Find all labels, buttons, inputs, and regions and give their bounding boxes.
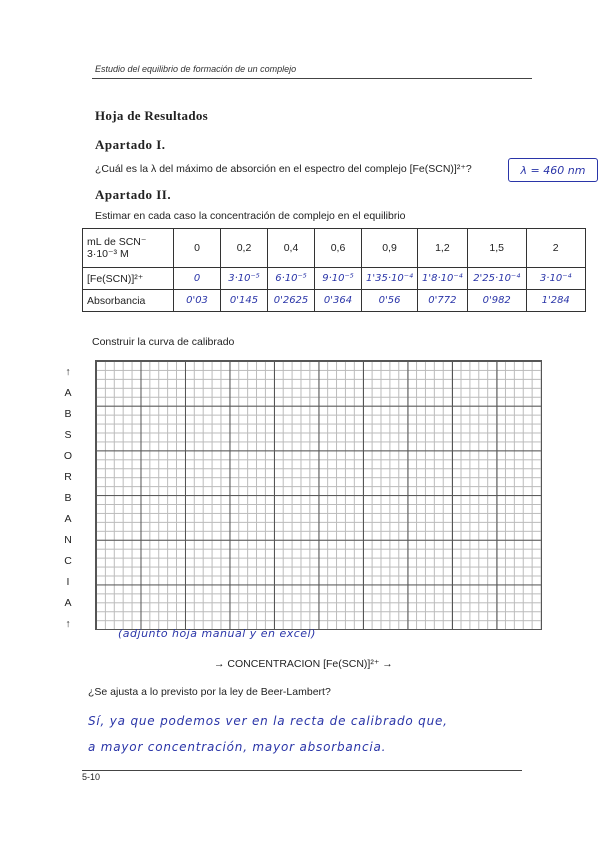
concentration-cell: 1'8·10⁻⁴ bbox=[418, 268, 468, 290]
beer-lambert-answer-line1: Sí, ya que podemos ver en la recta de calibrado que, bbox=[88, 714, 448, 728]
y-axis-letter: A bbox=[64, 387, 72, 399]
y-axis-letter: A bbox=[64, 597, 72, 609]
ml-cell: 2 bbox=[526, 229, 585, 268]
y-axis-letter: C bbox=[64, 555, 72, 567]
running-header: Estudio del equilibrio de formación de un complejo bbox=[95, 64, 297, 74]
concentration-cell: 9·10⁻⁵ bbox=[315, 268, 362, 290]
beer-lambert-question: ¿Se ajusta a lo previsto por la ley de Beer-Lambert? bbox=[88, 686, 331, 698]
x-axis-label: → CONCENTRACION [Fe(SCN)]²⁺ → bbox=[214, 658, 393, 670]
absorbance-cell: 0'982 bbox=[467, 290, 526, 312]
concentration-cell: 3·10⁻⁴ bbox=[526, 268, 585, 290]
absorbance-cell: 0'56 bbox=[362, 290, 418, 312]
ml-cell: 0,2 bbox=[221, 229, 268, 268]
absorbance-cell: 0'364 bbox=[315, 290, 362, 312]
y-axis-letter: S bbox=[64, 429, 72, 441]
absorbance-cell: 0'772 bbox=[418, 290, 468, 312]
y-axis-label bbox=[60, 362, 76, 635]
y-axis-letter: O bbox=[63, 450, 73, 462]
table-row bbox=[83, 290, 586, 312]
row-label-ml: mL de SCN⁻ 3·10⁻³ M bbox=[83, 229, 174, 268]
ml-cell: 0,9 bbox=[362, 229, 418, 268]
concentration-cell: 2'25·10⁻⁴ bbox=[467, 268, 526, 290]
section1-answer: λ = 460 nm bbox=[508, 158, 598, 182]
y-axis-letter: N bbox=[64, 534, 72, 546]
beer-lambert-answer-line2: a mayor concentración, mayor absorbancia. bbox=[88, 740, 387, 754]
footer-rule bbox=[82, 770, 522, 771]
ml-cell: 0,4 bbox=[268, 229, 315, 268]
absorbance-cell: 1'284 bbox=[526, 290, 585, 312]
y-axis-letter: ↑ bbox=[65, 618, 71, 630]
section1-heading: Apartado I. bbox=[95, 137, 166, 152]
absorbance-cell: 0'145 bbox=[221, 290, 268, 312]
grid-note: (adjunto hoja manual y en excel) bbox=[118, 627, 316, 640]
concentration-cell: 0 bbox=[174, 268, 221, 290]
concentration-cell: 3·10⁻⁵ bbox=[221, 268, 268, 290]
y-axis-letter: ↑ bbox=[65, 366, 71, 378]
y-axis-letter: I bbox=[66, 576, 70, 588]
ml-cell: 0,6 bbox=[315, 229, 362, 268]
concentration-cell: 1'35·10⁻⁴ bbox=[362, 268, 418, 290]
page-number: 5-10 bbox=[82, 772, 101, 782]
calibration-caption: Construir la curva de calibrado bbox=[92, 336, 235, 348]
absorbance-cell: 0'2625 bbox=[268, 290, 315, 312]
header-rule bbox=[92, 78, 532, 79]
results-table bbox=[82, 228, 586, 312]
row-label-concentration: [Fe(SCN)]²⁺ bbox=[83, 268, 174, 290]
ml-cell: 1,2 bbox=[418, 229, 468, 268]
y-axis-letter: B bbox=[64, 408, 72, 420]
graph-paper-grid bbox=[95, 360, 542, 630]
y-axis-letter: R bbox=[64, 471, 72, 483]
y-axis-letter: B bbox=[64, 492, 72, 504]
section2-heading: Apartado II. bbox=[95, 187, 172, 202]
row-label-absorbance: Absorbancia bbox=[83, 290, 174, 312]
concentration-cell: 6·10⁻⁵ bbox=[268, 268, 315, 290]
section2-instruction: Estimar en cada caso la concentración de complejo en el equilibrio bbox=[95, 210, 406, 222]
absorbance-cell: 0'03 bbox=[174, 290, 221, 312]
page-title: Hoja de Resultados bbox=[95, 108, 209, 123]
section1-question: ¿Cuál es la λ del máximo de absorción en el espectro del complejo [Fe(SCN)]²⁺? bbox=[95, 163, 472, 175]
ml-cell: 0 bbox=[174, 229, 221, 268]
y-axis-letter: A bbox=[64, 513, 72, 525]
ml-cell: 1,5 bbox=[467, 229, 526, 268]
table-row bbox=[83, 229, 586, 268]
table-row bbox=[83, 268, 586, 290]
